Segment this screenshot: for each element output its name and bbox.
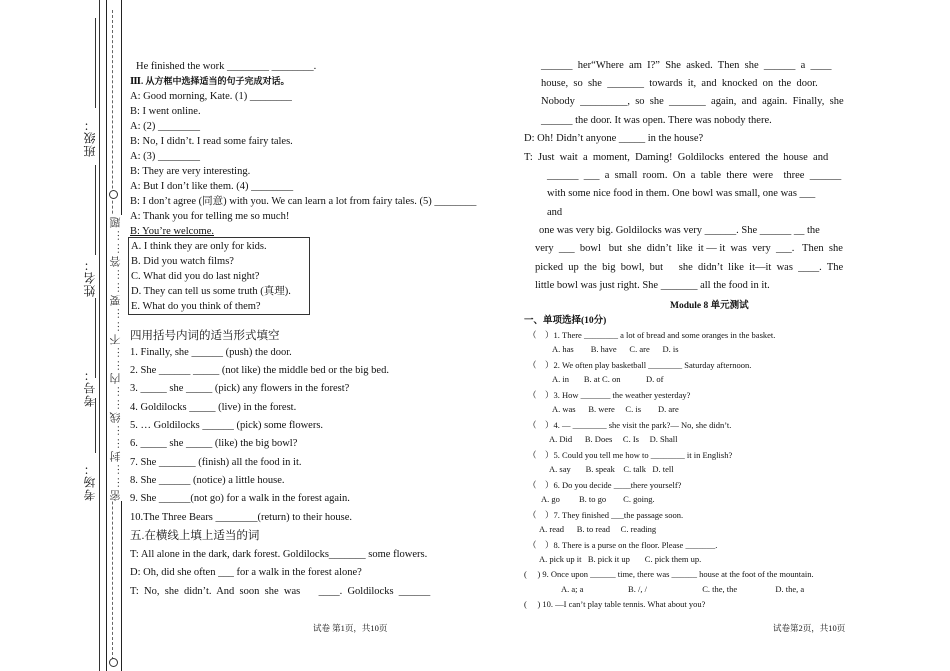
option-item: B. Did you watch films? — [131, 256, 234, 267]
question: （ ）7. They finished ___the passage soon. — [528, 510, 684, 520]
story-line: with some nice food in them. One bowl was small, one was ___ — [547, 188, 816, 199]
story-line: T: Just wait a moment, Daming! Goldilocks entered the house and — [524, 152, 829, 163]
top-line: He finished the work ________ ________. — [136, 61, 317, 72]
story-line: Nobody _________, so she _______ again, and again. Finally, she — [541, 96, 844, 107]
number-blank — [95, 298, 96, 378]
story-line: very ___ bowl but she didn’t like it — it was very ___. Then she — [535, 243, 843, 254]
page-footer: 试卷第2页，共10页 — [773, 623, 846, 633]
question-options: A. go B. to go C. going. — [541, 494, 655, 504]
option-item: E. What do you think of them? — [131, 301, 261, 312]
dialogue-line: A: Thank you for telling me so much! — [130, 211, 290, 222]
story-line: ______ her“Where am I?” She asked. Then she ______ a ____ — [541, 60, 832, 71]
dialogue-line: A: (3) ________ — [130, 151, 200, 162]
question: ( ) 10. —I can’t play table tennis. What about you? — [524, 599, 706, 609]
section4-title: 四用括号内词的适当形式填空 — [130, 330, 280, 342]
story-line: ______ ___ a small room. On a table there were three ______ — [547, 170, 842, 181]
dialogue-line: B: They are very interesting. — [130, 166, 251, 177]
question: （ ）4. — ________ she visit the park?— No, she didn’t. — [528, 420, 732, 430]
story-line: one was very big. Goldilocks was very ______. She ______ __ the — [539, 225, 820, 236]
module-title: Module 8 单元测试 — [670, 301, 749, 311]
fill-item: 8. She ______ (notice) a little house. — [130, 475, 285, 486]
fill-item: 10.The Three Bears ________(return) to their house. — [130, 512, 352, 523]
page-footer: 试卷 第1页，共10页 — [313, 623, 388, 633]
name-blank — [95, 165, 96, 255]
seal-text: 密……封……线……内……不……要……答……题 — [110, 215, 122, 501]
room-blank — [95, 398, 96, 453]
binding-line — [99, 0, 100, 671]
question-options: A. say B. speak C. talk D. tell — [549, 464, 674, 474]
option-item: A. I think they are only for kids. — [131, 241, 267, 252]
question-options: A. a; a B. /, / C. the, the D. the, a — [561, 584, 805, 594]
dialogue-line: B: No, I didn’t. I read some fairy tales. — [130, 136, 293, 147]
story-line: and — [547, 207, 563, 218]
section1-title: 一、单项选择(10分) — [524, 316, 607, 326]
dialogue-line: B: I went online. — [130, 106, 201, 117]
story-line: picked up the big bowl, but she didn’t like it—it was ____. The — [535, 262, 844, 273]
dialogue-line: B: I don’t agree (同意) with you. We can learn a lot from fairy tales. (5) ________ — [130, 196, 477, 207]
question: ( ) 9. Once upon ______ time, there was ______ house at the foot of the mountain. — [524, 569, 814, 579]
option-item: D. They can tell us some truth (真理). — [131, 286, 291, 297]
question: （ ）6. Do you decide ____there yourself? — [528, 480, 682, 490]
section5-title: 五.在横线上填上适当的词 — [130, 530, 260, 542]
story-line: D: Oh! Didn’t anyone _____ in the house? — [524, 133, 704, 144]
question: （ ）8. There is a purse on the floor. Please _______. — [528, 540, 718, 550]
story-line: T: No, she didn’t. And soon she was ____. Goldilocks ______ — [130, 586, 431, 597]
story-line: ______ the door. It was open. There was nobody there. — [541, 115, 772, 126]
fill-item: 2. She ______ _____ (not like) the middle bed or the big bed. — [130, 365, 389, 376]
dialogue-line: B: You’re welcome. — [130, 226, 214, 237]
fill-item: 6. _____ she _____ (like) the big bowl? — [130, 438, 298, 449]
question: （ ）5. Could you tell me how to ________ it in English? — [528, 450, 733, 460]
story-line: T: All alone in the dark, dark forest. Goldilocks_______ some flowers. — [130, 549, 428, 560]
number-label: 考号： — [83, 368, 97, 407]
fill-item: 9. She ______(not go) for a walk in the forest again. — [130, 493, 350, 504]
name-label: 姓名： — [83, 258, 97, 297]
question-options: A. in B. at C. on D. of — [552, 374, 664, 384]
dialogue-line: A: Good morning, Kate. (1) ________ — [130, 91, 292, 102]
question-options: A. has B. have C. are D. is — [552, 344, 679, 354]
section3-title: Ⅲ. 从方框中选择适当的句子完成对话。 — [130, 76, 290, 86]
question-options: A. was B. were C. is D. are — [552, 404, 679, 414]
fill-item: 5. … Goldilocks ______ (pick) some flowers. — [130, 420, 324, 431]
story-line: house, so she _______ towards it, and knocked on the door. — [541, 78, 818, 89]
question: （ ）1. There ________ a lot of bread and some oranges in the basket. — [528, 330, 776, 340]
question-options: A. read B. to read C. reading — [539, 524, 657, 534]
option-item: C. What did you do last night? — [131, 271, 260, 282]
class-blank — [95, 18, 96, 108]
dialogue-line: A: But I don’t like them. (4) ________ — [130, 181, 294, 192]
question-options: A. pick up it B. pick it up C. pick them up. — [539, 554, 702, 564]
room-label: 考场： — [83, 462, 97, 501]
class-label: 班级： — [83, 118, 97, 157]
story-line: little bowl was just right. She _______ all the food in it. — [535, 280, 770, 291]
question: （ ）3. How _______ the weather yesterday? — [528, 390, 691, 400]
seal-circle — [109, 658, 118, 667]
story-line: D: Oh, did she often ___ for a walk in the forest alone? — [130, 567, 362, 578]
fill-item: 3. _____ she _____ (pick) any flowers in the forest? — [130, 383, 350, 394]
fill-item: 7. She _______ (finish) all the food in it. — [130, 457, 302, 468]
dialogue-line: A: (2) ________ — [130, 121, 200, 132]
fill-item: 4. Goldilocks _____ (live) in the forest. — [130, 402, 297, 413]
seal-circle — [109, 190, 118, 199]
question-options: A. Did B. Does C. Is D. Shall — [549, 434, 678, 444]
fill-item: 1. Finally, she ______ (push) the door. — [130, 347, 292, 358]
question: （ ）2. We often play basketball ________ Saturday afternoon. — [528, 360, 752, 370]
